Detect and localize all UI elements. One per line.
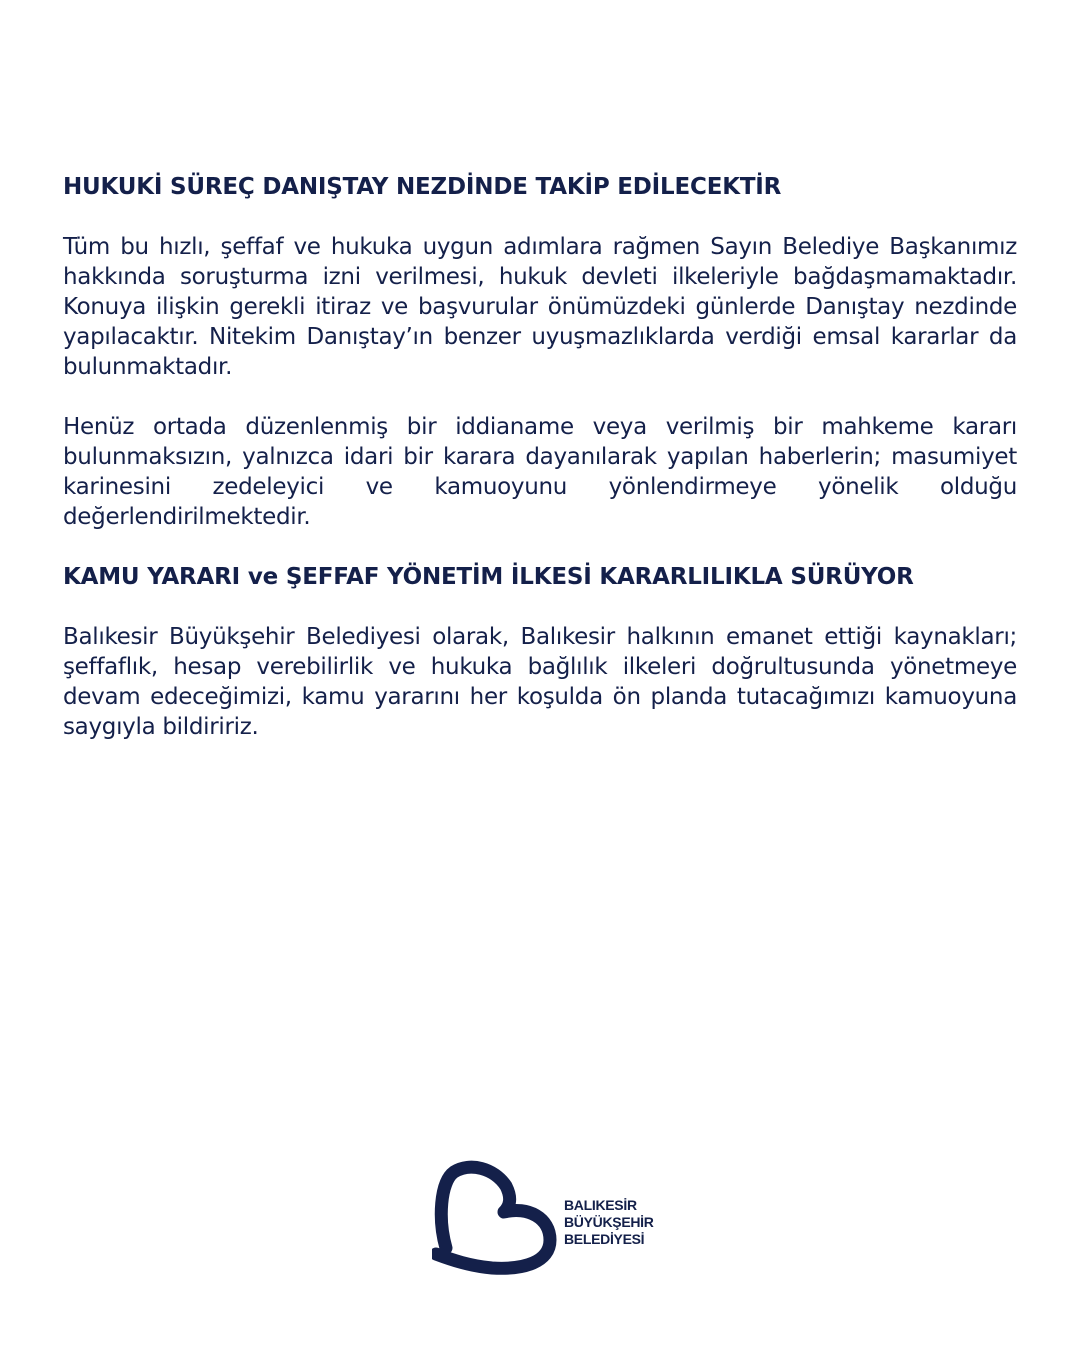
paragraph-council-of-state: Tüm bu hızlı, şeffaf ve hukuka uygun adımlara rağmen Sayın Belediye Başkanımız hakkında soruşturma izni verilmesi, hukuk devleti ilkeleriyle bağdaşmamaktadır. Konuya ilişkin gerekli itiraz ve başvurular önümüzdeki günlerde Danıştay nezdinde yapılacaktır. Nitekim Danıştay’ın benzer uyuşmazlıklarda verdiği emsal kararlar da bulunmaktadır. [63,234,1017,380]
section-heading-public-interest: KAMU YARARI ve ŞEFFAF YÖNETİM İLKESİ KARARLILIKLA SÜRÜYOR [63,564,914,590]
logo-line-3: BELEDİYESİ [564,1231,645,1247]
section-heading-legal-process: HUKUKİ SÜREÇ DANIŞTAY NEZDİNDE TAKİP EDİLECEKTİR [63,174,782,200]
paragraph-closing-statement: Balıkesir Büyükşehir Belediyesi olarak, Balıkesir halkının emanet ettiği kaynakları; şeffaflık, hesap verebilirlik ve hukuka bağlılık ilkeleri doğrultusunda yönetmeye devam edeceğimizi, kamu yararını her koşulda ön planda tutacağımızı kamuoyuna saygıyla bildiririz. [63,624,1017,740]
paragraph-presumption-of-innocence: Henüz ortada düzenlenmiş bir iddianame veya verilmiş bir mahkeme kararı bulunmaksızın, yalnızca idari bir karara dayanılarak yapılan haberlerin; masumiyet karinesini zedeleyici ve kamuoyunu yönlendirmeye yönelik olduğu değerlendirilmektedir. [63,414,1017,530]
municipality-logo [432,1160,662,1278]
statement-body [63,172,1017,772]
heart-b-logo-icon [432,1160,557,1278]
logo-line-2: BÜYÜKŞEHİR [564,1214,654,1230]
logo-line-1: BALIKESİR [564,1197,637,1213]
logo-wordmark [564,1197,654,1248]
